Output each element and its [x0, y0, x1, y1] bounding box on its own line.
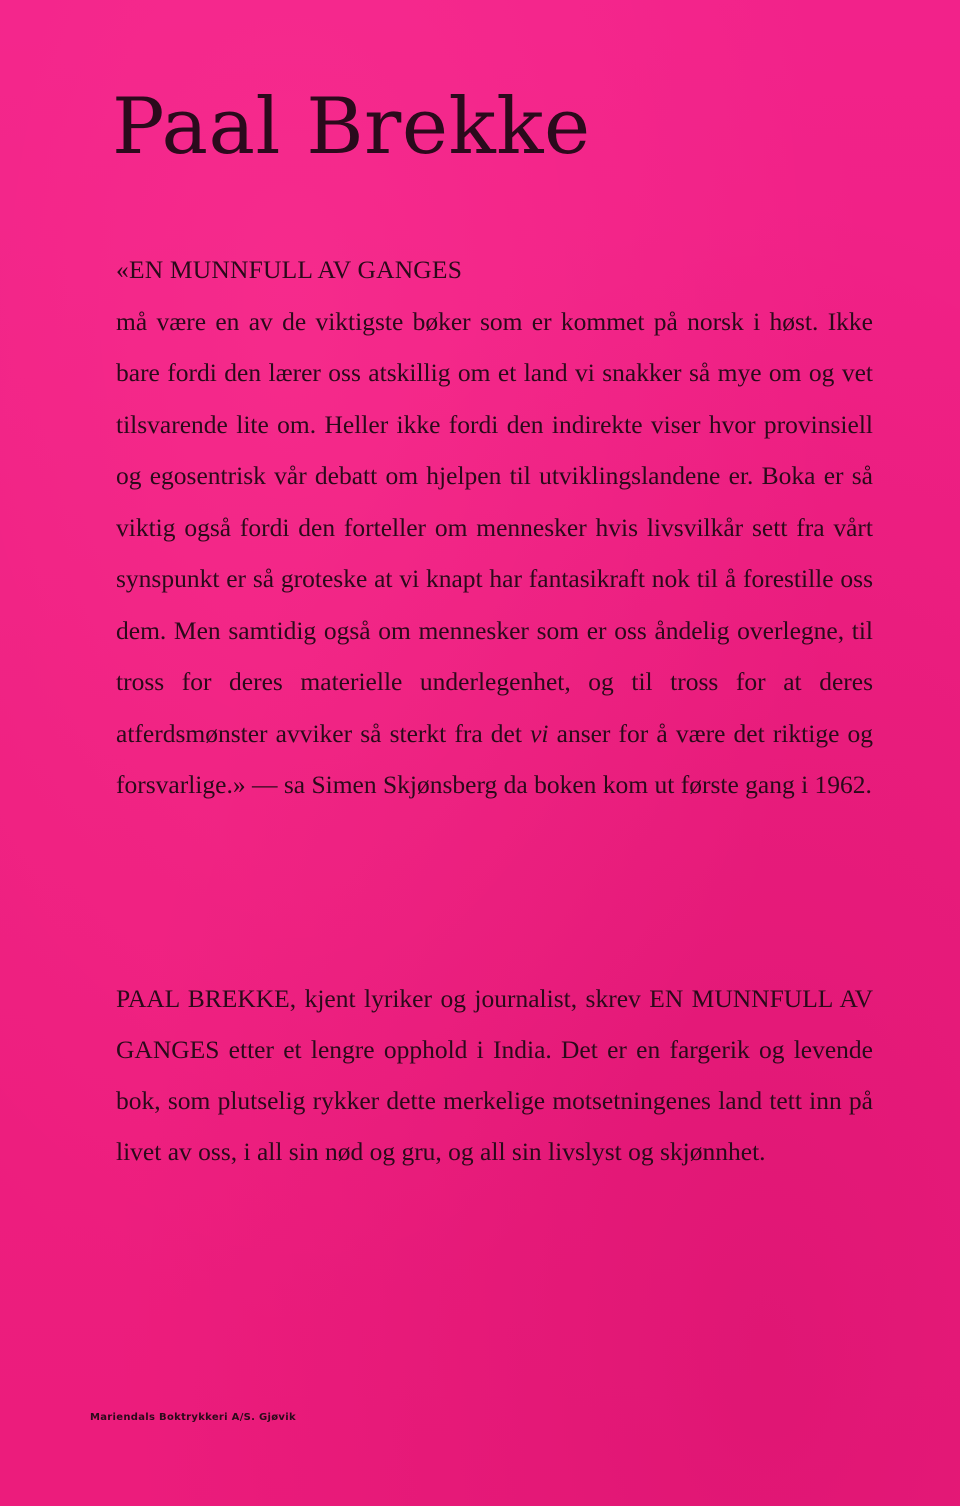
author-bio: PAAL BREKKE, kjent lyriker og journalist, skrev EN MUNNFULL AV GANGES etter et lengre opphold i India. Det er en fargerik og levende bok, som plutselig rykker dette merkelige motsetningenes land tett inn på livet av oss, i all sin nød og gru, og all sin livslyst og skjønnhet. — [116, 984, 873, 1166]
quote-heading: «EN MUNNFULL AV GANGES — [116, 255, 463, 284]
quote-body-part-1: må være en av de viktigste bøker som er kommet på norsk i høst. Ikke bare fordi den lærer oss atskillig om et land vi snakker så mye om og vet tilsvarende lite om. Heller ikke fordi den indirekte viser hvor provinsiell og egosentrisk vår debatt om hjelpen til utviklingslandene er. Boka er så viktig også fordi den forteller om mennesker hvis livsvilkår sett fra vårt synspunkt er så groteske at vi knapt har fantasikraft nok til å forestille oss dem. Men samtidig også om mennesker som er oss åndelig overlegne, til tross for deres materielle underlegenhet, og til tross for at deres atferdsmønster avviker så sterkt fra det — [116, 306, 873, 748]
quote-body-part-2: anser for å være det riktige og forsvarlige.» — sa Simen Skjønsberg da boken kom ut første gang i 1962. — [116, 718, 874, 799]
author-name: Paal Brekke — [112, 82, 591, 172]
printer-imprint: Mariendals Boktrykkeri A/S. Gjøvik — [90, 1412, 296, 1423]
quote-body-emphasis: vi — [530, 718, 549, 748]
quote-body — [116, 296, 873, 811]
review-quote — [116, 244, 873, 811]
